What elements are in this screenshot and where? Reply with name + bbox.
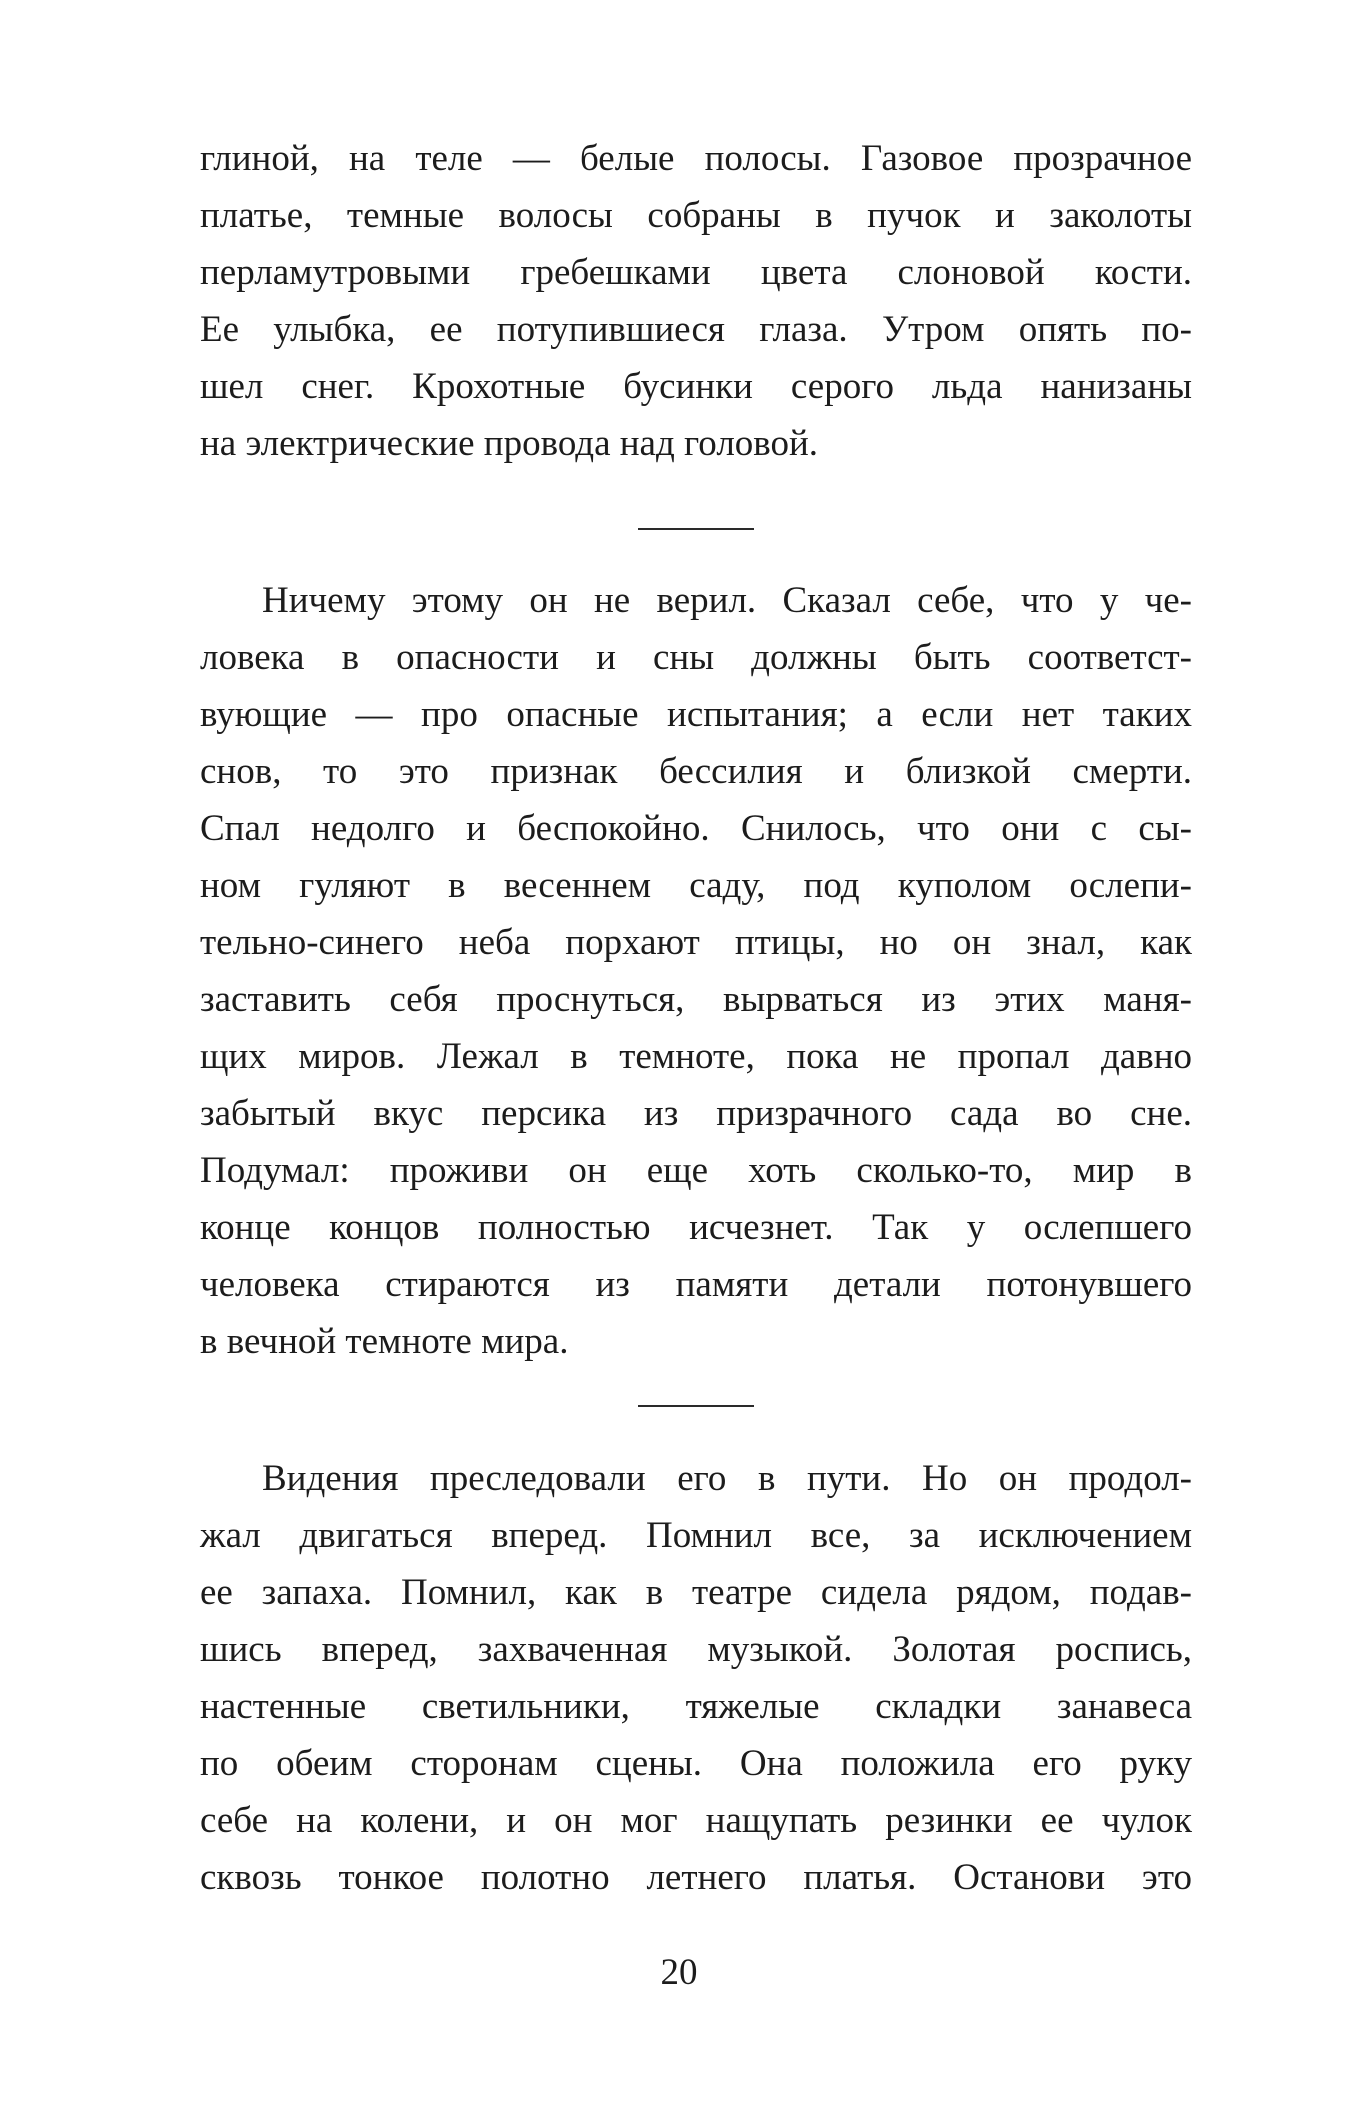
paragraph-line: настенные светильники, тяжелые складки занавеса [200,1686,1192,1727]
paragraph-line: тельно-синего неба порхают птицы, но он знал, как [200,922,1192,963]
paragraph-line: шел снег. Крохотные бусинки серого льда нанизаны [200,366,1192,407]
paragraph-line: жал двигаться вперед. Помнил все, за исключением [200,1515,1192,1556]
paragraph-line: Ее улыбка, ее потупившиеся глаза. Утром опять по- [200,309,1192,350]
paragraph-line: Видения преследовали его в пути. Но он продол- [262,1458,1192,1499]
paragraph-line: Подумал: проживи он еще хоть сколько-то, мир в [200,1150,1192,1191]
section-divider [638,1405,754,1407]
paragraph-line: ее запаха. Помнил, как в театре сидела рядом, подав- [200,1572,1192,1613]
paragraph-line: Ничему этому он не верил. Сказал себе, что у че- [262,580,1192,621]
paragraph-3 [200,1450,1192,1906]
paragraph-line: заставить себя проснуться, вырваться из этих маня- [200,979,1192,1020]
paragraph-line: в вечной темноте мира. [200,1321,569,1362]
paragraph-line: себе на колени, и он мог нащупать резинки ее чулок [200,1800,1192,1841]
paragraph-line: снов, то это признак бессилия и близкой смерти. [200,751,1192,792]
paragraph-line: перламутровыми гребешками цвета слоновой кости. [200,252,1192,293]
paragraph-line: конце концов полностью исчезнет. Так у ослепшего [200,1207,1192,1248]
paragraph-line: забытый вкус персика из призрачного сада во сне. [200,1093,1192,1134]
paragraph-line: ловека в опасности и сны должны быть соответст- [200,637,1192,678]
paragraph-line: щих миров. Лежал в темноте, пока не пропал давно [200,1036,1192,1077]
paragraph-line: сквозь тонкое полотно летнего платья. Останови это [200,1857,1192,1898]
paragraph-line: Спал недолго и беспокойно. Снилось, что они с сы- [200,808,1192,849]
paragraph-line: человека стираются из памяти детали потонувшего [200,1264,1192,1305]
paragraph-line: вующие — про опасные испытания; а если нет таких [200,694,1192,735]
section-divider [638,528,754,530]
paragraph-line: по обеим сторонам сцены. Она положила его руку [200,1743,1192,1784]
paragraph-line: платье, темные волосы собраны в пучок и заколоты [200,195,1192,236]
paragraph-line: глиной, на теле — белые полосы. Газовое прозрачное [200,138,1192,179]
page-number: 20 [660,1952,698,1993]
paragraph-2 [200,572,1192,1370]
paragraph-line: ном гуляют в весеннем саду, под куполом ослепи- [200,865,1192,906]
paragraph-line: на электрические провода над головой. [200,423,819,464]
paragraph-line: шись вперед, захваченная музыкой. Золотая роспись, [200,1629,1192,1670]
paragraph-1 [200,130,1192,472]
